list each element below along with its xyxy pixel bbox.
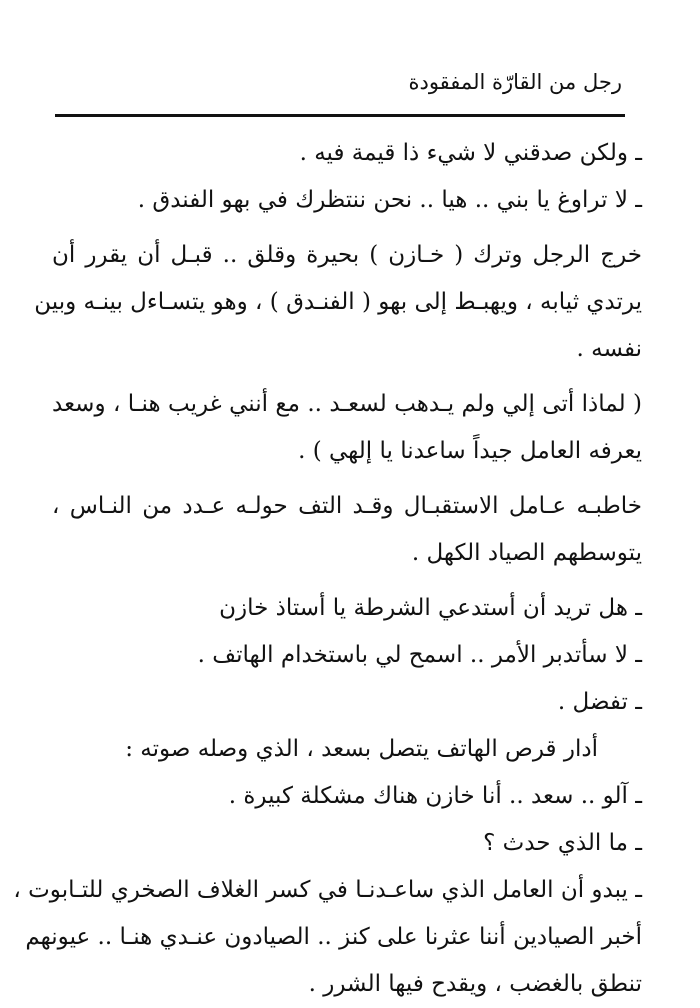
text-line: يعرفه العامل جيداً ساعدنا يا إلهي ) . xyxy=(298,438,642,464)
text-line: ( لماذا أتى إلي ولم يـدهب لسعـد .. مع أنني غريب هنـا ، وسعد xyxy=(52,391,642,417)
text-line: خرج الرجل وترك ( خـازن ) بحيرة وقلق .. قبـل أن يقرر أن xyxy=(52,242,642,268)
text-line: ـ آلو .. سعد .. أنا خازن هناك مشكلة كبيرة . xyxy=(228,783,642,809)
header-rule xyxy=(55,114,625,117)
text-line: ـ يبدو أن العامل الذي ساعـدنـا في كسر الغلاف الصخري للتـابوت ، xyxy=(13,877,642,903)
running-header: رجل من القارّة المفقودة xyxy=(408,70,622,94)
text-line: ـ تفضل . xyxy=(557,689,642,715)
text-line: ـ هل تريد أن أستدعي الشرطة يا أستاذ خازن xyxy=(219,595,642,621)
text-line: ـ ما الذي حدث ؟ xyxy=(483,830,642,856)
text-line: ـ لا سأتدبر الأمر .. اسمح لي باستخدام الهاتف . xyxy=(197,642,642,668)
text-line: أدار قرص الهاتف يتصل بسعد ، الذي وصله صوته : xyxy=(125,736,598,762)
text-line: ـ لا تراوغ يا بني .. هيا .. نحن ننتظرك في بهو الفندق . xyxy=(137,187,642,213)
body-text xyxy=(13,130,642,1008)
text-line: تنطق بالغضب ، ويقدح فيها الشرر . xyxy=(308,971,642,997)
text-line: يرتدي ثيابه ، ويهبـط إلى بهو ( الفنـدق ) ، وهو يتسـاءل بينـه وبين xyxy=(34,289,642,315)
text-line: نفسه . xyxy=(576,336,642,362)
text-line: يتوسطهم الصياد الكهل . xyxy=(411,540,642,566)
text-line: ـ ولكن صدقني لا شيء ذا قيمة فيه . xyxy=(299,140,642,166)
text-line: أخبر الصيادين أننا عثرنا على كنز .. الصيادون عنـدي هنـا .. عيونهم xyxy=(25,924,642,950)
text-line: خاطبـه عـامل الاستقبـال وقـد التف حولـه عـدد من النـاس ، xyxy=(52,493,642,519)
